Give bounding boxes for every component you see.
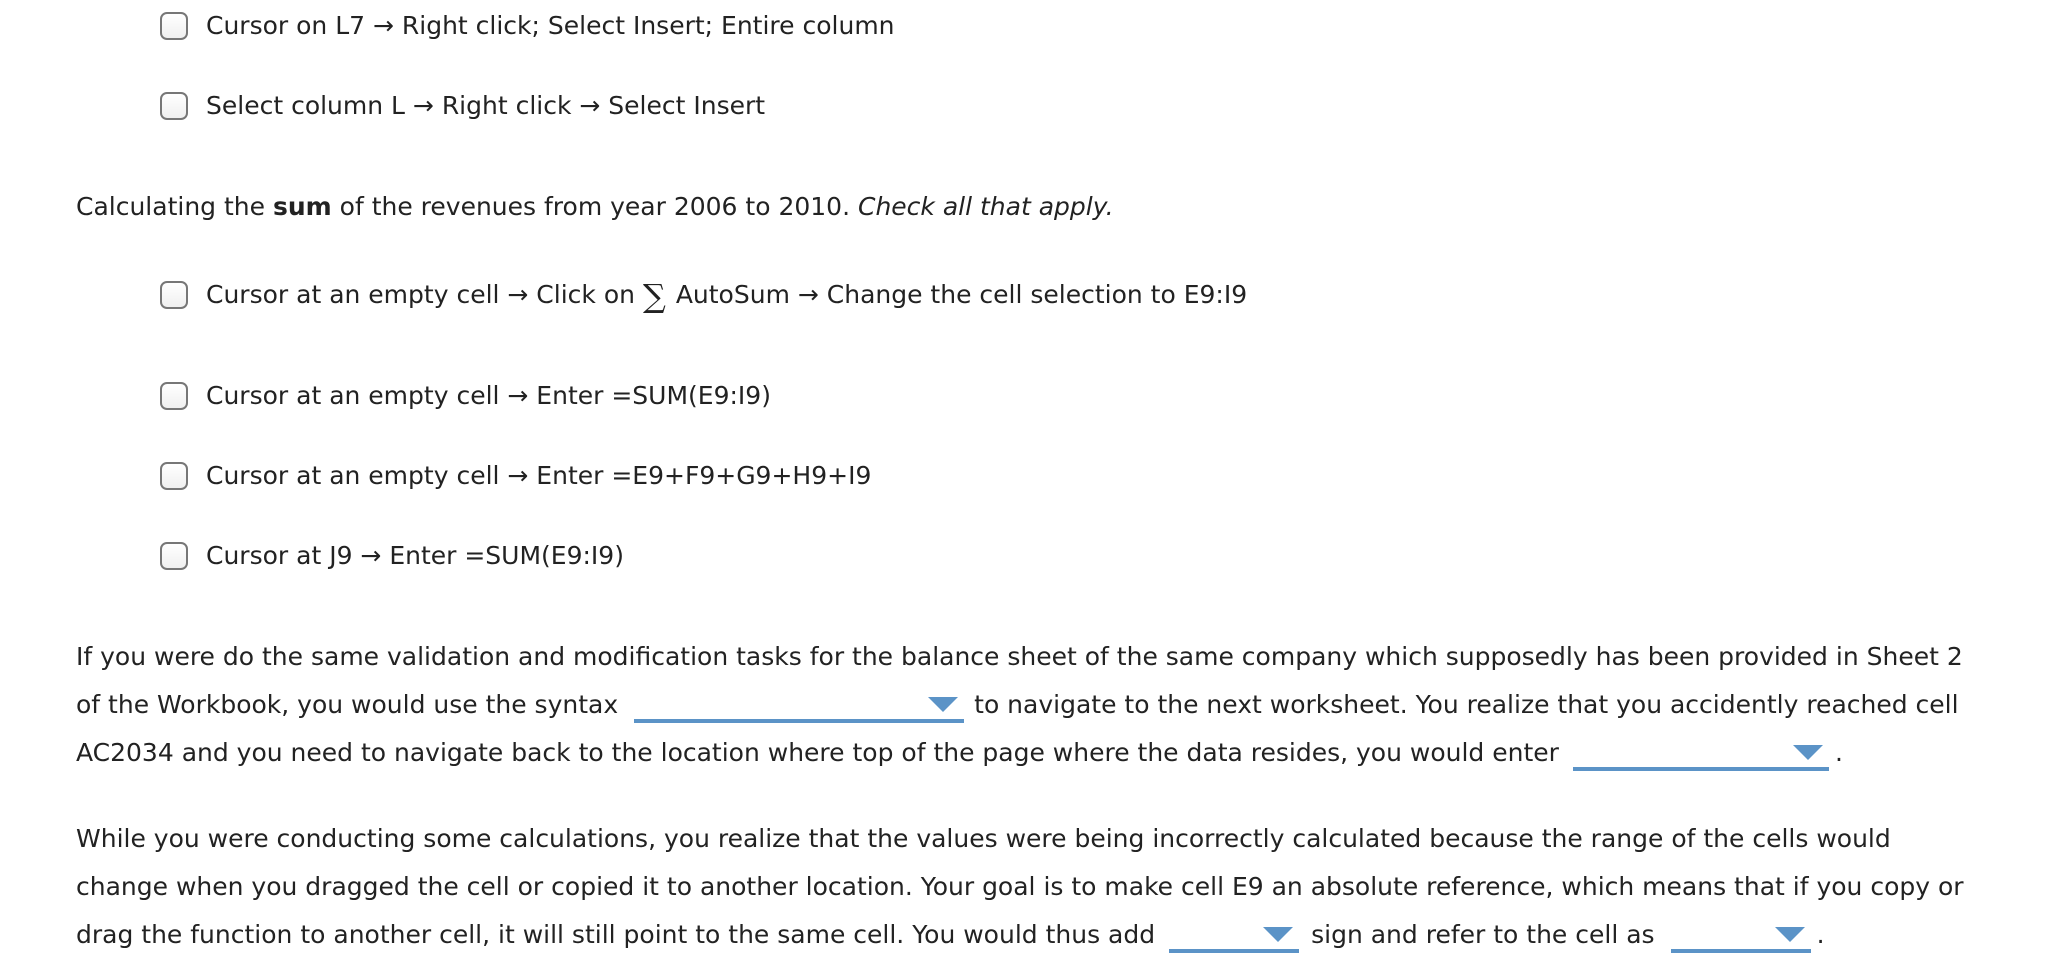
question-prompt bbox=[76, 190, 1114, 224]
paragraph-text: sign and refer to the cell as bbox=[1311, 920, 1655, 949]
paragraph-line bbox=[76, 863, 2036, 911]
sigma-icon: ∑ bbox=[642, 276, 666, 315]
sign-dropdown[interactable] bbox=[1169, 917, 1299, 953]
navigate-dropdown[interactable] bbox=[1573, 735, 1829, 771]
paragraph-text: change when you dragged the cell or copied it to another location. Your goal is to make cell E9 an absolute reference, which means that if you copy or bbox=[76, 872, 1964, 901]
option-row[interactable] bbox=[160, 539, 624, 573]
caret-down-icon bbox=[1775, 927, 1805, 942]
paragraph-text: . bbox=[1834, 738, 1843, 767]
option-label: Cursor at J9 → Enter =SUM(E9:I9) bbox=[206, 541, 624, 570]
paragraph-line bbox=[76, 911, 2036, 959]
checkbox[interactable] bbox=[160, 462, 188, 490]
checkbox[interactable] bbox=[160, 92, 188, 120]
paragraph-text: If you were do the same validation and modification tasks for the balance sheet of the same company which supposedly has been provided in Sheet 2 bbox=[76, 642, 1963, 671]
paragraph-line bbox=[76, 681, 2036, 729]
paragraph-text: to navigate to the next worksheet. You realize that you accidently reached cell bbox=[974, 690, 1959, 719]
option-row[interactable] bbox=[160, 459, 871, 493]
paragraph-line bbox=[76, 815, 2036, 863]
paragraph-text: of the Workbook, you would use the syntax bbox=[76, 690, 619, 719]
prompt-text: Calculating the bbox=[76, 192, 273, 221]
option-label: Cursor at an empty cell → Enter =E9+F9+G9+H9+I9 bbox=[206, 461, 872, 490]
checkbox[interactable] bbox=[160, 12, 188, 40]
paragraph-line bbox=[76, 633, 2036, 681]
fill-in-paragraph bbox=[76, 815, 2036, 959]
syntax-dropdown[interactable] bbox=[634, 687, 964, 723]
checkbox[interactable] bbox=[160, 542, 188, 570]
option-label: Cursor at an empty cell → Enter =SUM(E9:I9) bbox=[206, 381, 771, 410]
fill-in-paragraph bbox=[76, 633, 2036, 777]
prompt-bold: sum bbox=[272, 192, 332, 221]
paragraph-text: . bbox=[1816, 920, 1825, 949]
paragraph-text: AC2034 and you need to navigate back to the location where top of the page where the data resides, you would enter bbox=[76, 738, 1559, 767]
option-row[interactable] bbox=[160, 276, 1248, 315]
prompt-text: of the revenues from year 2006 to 2010. bbox=[331, 192, 858, 221]
option-row[interactable] bbox=[160, 379, 771, 413]
option-row[interactable] bbox=[160, 9, 895, 43]
option-row[interactable] bbox=[160, 89, 765, 123]
checkbox[interactable] bbox=[160, 382, 188, 410]
option-text: AutoSum → Change the cell selection to E9:I9 bbox=[675, 279, 1248, 309]
option-text: Cursor at an empty cell → Click on bbox=[206, 279, 635, 309]
option-label: Cursor on L7 → Right click; Select Insert; Entire column bbox=[206, 11, 895, 40]
caret-down-icon bbox=[1263, 927, 1293, 942]
option-label: Select column L → Right click → Select Insert bbox=[206, 91, 766, 120]
option-label bbox=[206, 278, 1247, 313]
paragraph-text: While you were conducting some calculations, you realize that the values were being incorrectly calculated because the range of the cells would bbox=[76, 824, 1891, 853]
caret-down-icon bbox=[928, 697, 958, 712]
caret-down-icon bbox=[1793, 745, 1823, 760]
paragraph-text: drag the function to another cell, it will still point to the same cell. You would thus add bbox=[76, 920, 1156, 949]
checkbox[interactable] bbox=[160, 281, 188, 309]
prompt-instruction: Check all that apply. bbox=[857, 192, 1114, 221]
cell-reference-dropdown[interactable] bbox=[1671, 917, 1811, 953]
paragraph-line bbox=[76, 729, 2036, 777]
